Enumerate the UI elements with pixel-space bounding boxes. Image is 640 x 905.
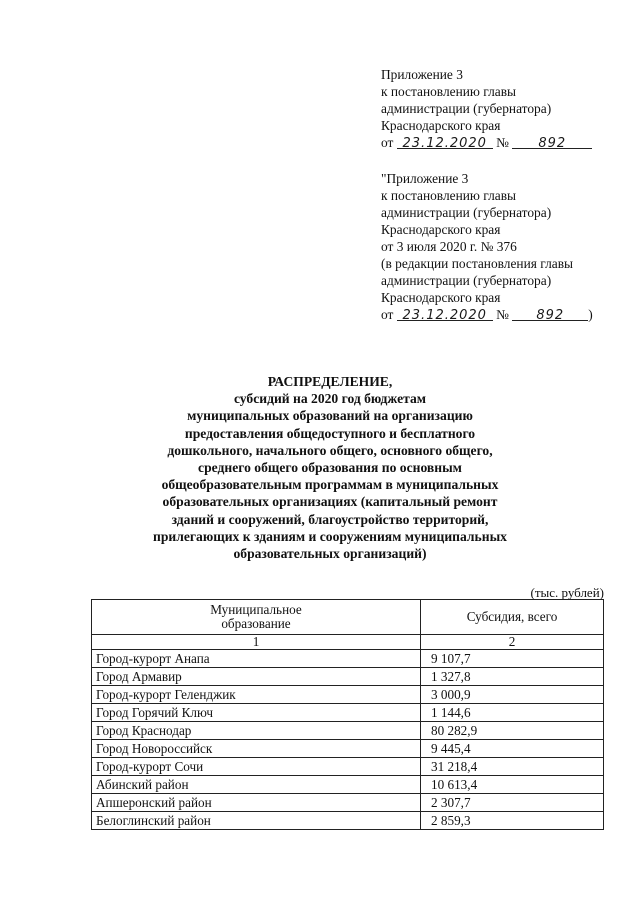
header-line: "Приложение 3 bbox=[381, 171, 469, 186]
column-header-municipality: Муниципальное образование bbox=[92, 600, 421, 635]
title-line: образовательных организаций) bbox=[233, 546, 427, 562]
appendix-header bbox=[381, 66, 592, 151]
municipality-name: Город-курорт Анапа bbox=[92, 650, 421, 668]
title-line: образовательных организациях (капитальный ремонт bbox=[162, 494, 498, 510]
header-line: администрации (губернатора) bbox=[381, 205, 552, 220]
table-row bbox=[92, 650, 604, 668]
subsidy-value: 2 307,7 bbox=[421, 794, 604, 812]
table-row bbox=[92, 740, 604, 758]
subsidy-table bbox=[91, 599, 604, 830]
municipality-name: Город-курорт Геленджик bbox=[92, 686, 421, 704]
title-line: зданий и сооружений, благоустройство территорий, bbox=[171, 511, 489, 527]
table-row bbox=[92, 776, 604, 794]
column-index: 1 bbox=[92, 635, 421, 650]
handwritten-date: 23.12.2020 bbox=[402, 136, 487, 151]
municipality-name: Город Армавир bbox=[92, 668, 421, 686]
column-index: 2 bbox=[421, 635, 604, 650]
units-label: (тыс. рублей) bbox=[530, 585, 604, 600]
title-line: субсидий на 2020 год бюджетам bbox=[233, 391, 427, 407]
header-line: Краснодарского края bbox=[381, 290, 501, 305]
subsidy-value: 31 218,4 bbox=[421, 758, 604, 776]
table-row bbox=[92, 758, 604, 776]
date-line bbox=[381, 134, 592, 151]
title-line: среднего общего образования по основным bbox=[198, 460, 462, 476]
title-line: общеобразовательным программам в муниципальных bbox=[161, 477, 499, 493]
header-line: администрации (губернатора) bbox=[381, 273, 552, 288]
subsidy-value: 9 445,4 bbox=[421, 740, 604, 758]
header-line: к постановлению главы bbox=[381, 188, 517, 203]
municipality-name: Город Новороссийск bbox=[92, 740, 421, 758]
title-line: муниципальных образований на организацию bbox=[187, 408, 473, 424]
header-line: Краснодарского края bbox=[381, 222, 501, 237]
table-row bbox=[92, 722, 604, 740]
municipality-name: Абинский район bbox=[92, 776, 421, 794]
appendix-header-previous bbox=[381, 170, 593, 323]
subsidy-value: 9 107,7 bbox=[421, 650, 604, 668]
table-header-row bbox=[92, 600, 604, 635]
title-line: РАСПРЕДЕЛЕНИЕ, bbox=[267, 374, 393, 389]
column-index-row bbox=[92, 635, 604, 650]
date-prefix: от bbox=[381, 135, 394, 150]
handwritten-number: 892 bbox=[536, 308, 565, 323]
subsidy-value: 1 144,6 bbox=[421, 704, 604, 722]
handwritten-date: 23.12.2020 bbox=[402, 308, 487, 323]
header-line: к постановлению главы bbox=[381, 84, 517, 99]
municipality-name: Апшеронский район bbox=[92, 794, 421, 812]
subsidy-value: 2 859,3 bbox=[421, 812, 604, 830]
title-line: предоставления общедоступного и бесплатного bbox=[184, 425, 476, 441]
table-row bbox=[92, 812, 604, 830]
table-row bbox=[92, 704, 604, 722]
subsidy-value: 3 000,9 bbox=[421, 686, 604, 704]
subsidy-value: 80 282,9 bbox=[421, 722, 604, 740]
document-title bbox=[60, 373, 600, 562]
date-prefix: от bbox=[381, 307, 394, 322]
column-header-subsidy: Субсидия, всего bbox=[421, 600, 604, 635]
municipality-name: Город Краснодар bbox=[92, 722, 421, 740]
header-line: Приложение 3 bbox=[381, 67, 463, 82]
municipality-name: Город-курорт Сочи bbox=[92, 758, 421, 776]
closing-paren: ) bbox=[588, 307, 593, 322]
title-line: прилегающих к зданиям и сооружениям муниципальных bbox=[153, 528, 507, 544]
title-line: дошкольного, начального общего, основного общего, bbox=[167, 442, 493, 458]
subsidy-value: 10 613,4 bbox=[421, 776, 604, 794]
municipality-name: Город Горячий Ключ bbox=[92, 704, 421, 722]
table-row bbox=[92, 794, 604, 812]
handwritten-number: 892 bbox=[538, 136, 567, 151]
number-label: № bbox=[496, 135, 509, 150]
municipality-name: Белоглинский район bbox=[92, 812, 421, 830]
number-label: № bbox=[496, 307, 509, 322]
header-line: Краснодарского края bbox=[381, 118, 501, 133]
header-line: (в редакции постановления главы bbox=[381, 256, 574, 271]
date-line bbox=[381, 306, 593, 323]
subsidy-value: 1 327,8 bbox=[421, 668, 604, 686]
header-line: от 3 июля 2020 г. № 376 bbox=[381, 239, 517, 254]
header-line: администрации (губернатора) bbox=[381, 101, 552, 116]
table-row bbox=[92, 668, 604, 686]
table-row bbox=[92, 686, 604, 704]
